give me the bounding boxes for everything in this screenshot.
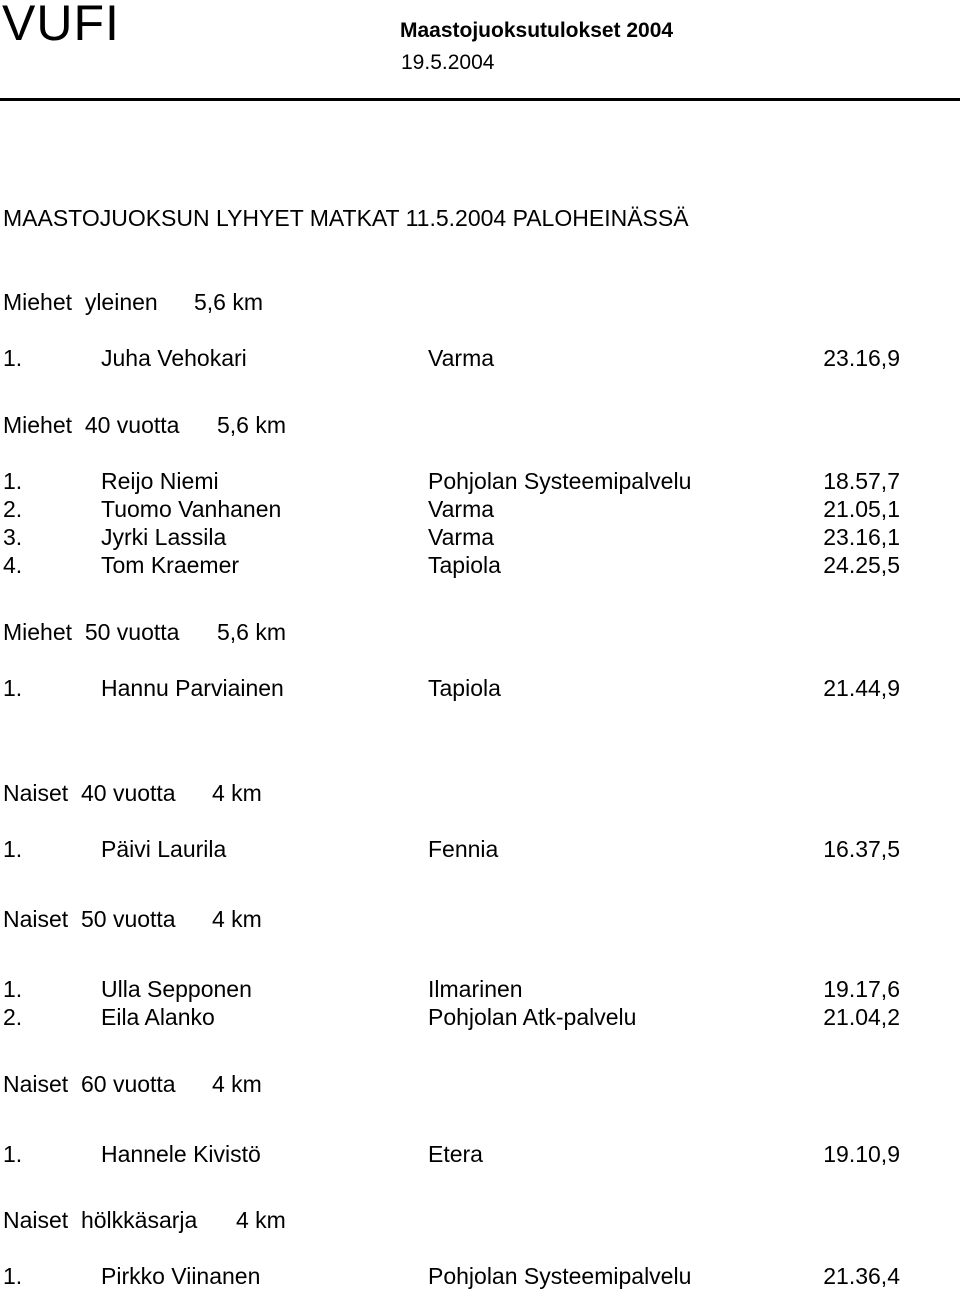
category-label: Naiset hölkkäsarja (3, 1207, 198, 1233)
category-distance: 5,6 km (217, 412, 287, 438)
result-club: Etera (428, 1141, 483, 1167)
result-time: 19.17,6 (823, 976, 900, 1002)
result-club: Tapiola (428, 552, 501, 578)
result-rank: 2. (3, 496, 23, 522)
result-name: Päivi Laurila (101, 836, 227, 862)
result-name: Hannele Kivistö (101, 1141, 261, 1167)
result-club: Pohjolan Atk-palvelu (428, 1004, 637, 1030)
result-time: 23.16,1 (823, 524, 900, 550)
category-distance: 5,6 km (217, 619, 287, 645)
category-distance: 5,6 km (194, 289, 264, 315)
result-rank: 3. (3, 524, 23, 550)
result-time: 21.05,1 (823, 496, 900, 522)
result-name: Pirkko Viinanen (101, 1263, 261, 1289)
result-time: 21.04,2 (823, 1004, 900, 1030)
category-distance: 4 km (212, 780, 262, 806)
category-label: Miehet 40 vuotta (3, 412, 180, 438)
result-club: Varma (428, 524, 495, 550)
result-rank: 1. (3, 1263, 23, 1289)
result-time: 23.16,9 (823, 345, 900, 371)
result-rank: 1. (3, 345, 23, 371)
category-label: Naiset 40 vuotta (3, 780, 176, 806)
document-date: 19.5.2004 (401, 51, 495, 74)
result-club: Pohjolan Systeemipalvelu (428, 468, 692, 494)
result-club: Tapiola (428, 675, 501, 701)
result-name: Juha Vehokari (101, 345, 247, 371)
result-club: Varma (428, 496, 495, 522)
category-label: Naiset 50 vuotta (3, 906, 176, 932)
header-divider (0, 98, 960, 101)
result-rank: 1. (3, 976, 23, 1002)
result-time: 21.44,9 (823, 675, 900, 701)
document-title: Maastojuoksutulokset 2004 (400, 19, 674, 42)
result-rank: 4. (3, 552, 23, 578)
result-club: Ilmarinen (428, 976, 523, 1002)
result-club: Varma (428, 345, 495, 371)
result-name: Eila Alanko (101, 1004, 215, 1030)
result-time: 19.10,9 (823, 1141, 900, 1167)
result-rank: 2. (3, 1004, 23, 1030)
category-distance: 4 km (212, 1071, 262, 1097)
logo: VUFI (2, 0, 120, 51)
result-name: Hannu Parviainen (101, 675, 284, 701)
result-time: 18.57,7 (823, 468, 900, 494)
result-name: Ulla Sepponen (101, 976, 252, 1002)
result-rank: 1. (3, 468, 23, 494)
result-time: 16.37,5 (823, 836, 900, 862)
result-rank: 1. (3, 675, 23, 701)
result-rank: 1. (3, 1141, 23, 1167)
result-name: Jyrki Lassila (101, 524, 227, 550)
category-distance: 4 km (236, 1207, 286, 1233)
result-name: Reijo Niemi (101, 468, 219, 494)
result-name: Tom Kraemer (101, 552, 240, 578)
category-label: Miehet yleinen (3, 289, 158, 315)
result-time: 21.36,4 (823, 1263, 900, 1289)
result-rank: 1. (3, 836, 23, 862)
category-label: Miehet 50 vuotta (3, 619, 180, 645)
result-club: Pohjolan Systeemipalvelu (428, 1263, 692, 1289)
category-label: Naiset 60 vuotta (3, 1071, 176, 1097)
result-time: 24.25,5 (823, 552, 900, 578)
results-heading: MAASTOJUOKSUN LYHYET MATKAT 11.5.2004 PALOHEINÄSSÄ (3, 205, 689, 231)
result-club: Fennia (428, 836, 499, 862)
result-name: Tuomo Vanhanen (101, 496, 282, 522)
category-distance: 4 km (212, 906, 262, 932)
